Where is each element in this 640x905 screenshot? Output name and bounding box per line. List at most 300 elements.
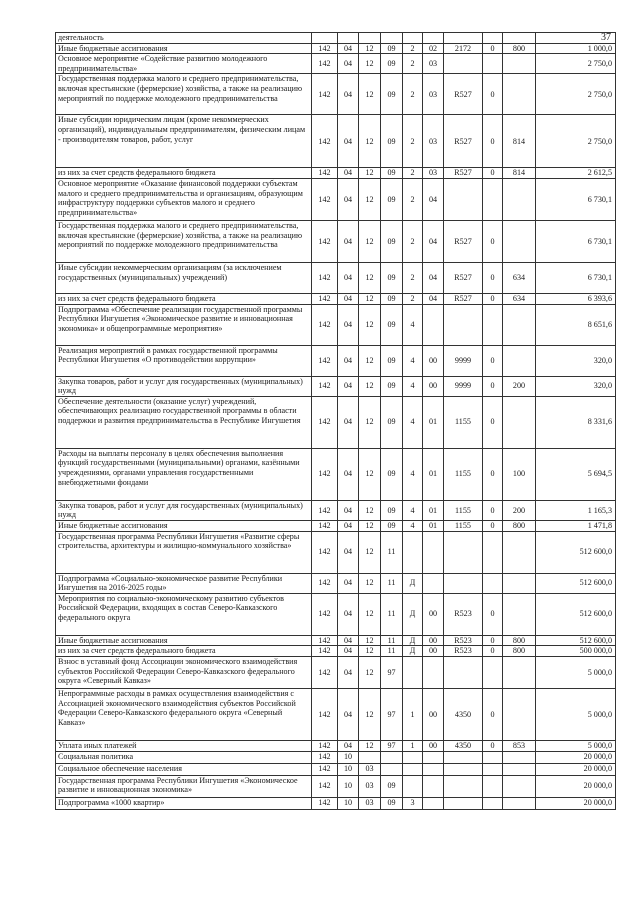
code-cs-extra: 0 [483, 43, 503, 54]
code-cs-event: 01 [423, 396, 444, 448]
code-cs-direction: R527 [444, 220, 483, 262]
code-vr: 100 [503, 448, 536, 500]
code-cs-extra [483, 178, 503, 220]
row-description: Государственная поддержка малого и среднего предпринимательства, включая крестьянские (фермерские) хозяйства, а также на реализацию мероприятий по поддержке молодежного предпринимательства [56, 220, 312, 262]
code-cs-direction: 9999 [444, 345, 483, 376]
code-rz: 04 [338, 168, 359, 179]
code-cs-extra: 0 [483, 646, 503, 657]
row-amount: 1 000,0 [536, 43, 616, 54]
code-pr: 12 [359, 220, 381, 262]
code-cs-direction: R523 [444, 593, 483, 635]
code-cs-extra [483, 54, 503, 74]
code-pr: 12 [359, 293, 381, 304]
table-row [56, 448, 616, 500]
code-cs-extra [483, 656, 503, 688]
page-number: 37 [601, 32, 611, 43]
row-amount: 8 651,6 [536, 304, 616, 345]
code-cs-event: 04 [423, 178, 444, 220]
code-cs-direction: R527 [444, 293, 483, 304]
row-description: Закупка товаров, работ и услуг для государственных (муниципальных) нужд [56, 376, 312, 396]
row-amount: 20 000,0 [536, 797, 616, 809]
code-vr [503, 797, 536, 809]
row-description: Подпрограмма «Обеспечение реализации государственной программы Республики Ингушетия «Экономическое развитие и инновационная экономика» и общепрограммные мероприятия» [56, 304, 312, 345]
code-pr: 12 [359, 500, 381, 520]
code-cs-extra: 0 [483, 740, 503, 751]
code-cs-event: 04 [423, 262, 444, 293]
code-cs-program: 09 [381, 448, 403, 500]
code-cs-event: 02 [423, 43, 444, 54]
code-vr [503, 531, 536, 573]
code-cs-subprogram: Д [403, 635, 423, 646]
code-vr [503, 54, 536, 74]
code-cs-program [381, 33, 403, 44]
code-cs-event: 03 [423, 74, 444, 115]
code-cs-event: 03 [423, 54, 444, 74]
row-description: из них за счет средств федерального бюджета [56, 168, 312, 179]
code-vr [503, 688, 536, 740]
code-cs-direction: 4350 [444, 688, 483, 740]
code-vr: 853 [503, 740, 536, 751]
row-amount: 2 750,0 [536, 54, 616, 74]
table-row [56, 763, 616, 775]
table-row [56, 751, 616, 763]
code-gr: 142 [312, 74, 338, 115]
code-cs-event: 00 [423, 688, 444, 740]
code-cs-event [423, 763, 444, 775]
table-row [56, 304, 616, 345]
row-description: Закупка товаров, работ и услуг для государственных (муниципальных) нужд [56, 500, 312, 520]
code-pr: 12 [359, 376, 381, 396]
code-pr: 12 [359, 54, 381, 74]
code-cs-extra [483, 751, 503, 763]
code-cs-direction: R527 [444, 168, 483, 179]
code-pr: 12 [359, 178, 381, 220]
code-cs-direction: 9999 [444, 376, 483, 396]
code-cs-subprogram: 2 [403, 74, 423, 115]
row-amount: 6 393,6 [536, 293, 616, 304]
code-rz: 10 [338, 797, 359, 809]
code-rz: 10 [338, 751, 359, 763]
table-row [56, 656, 616, 688]
code-cs-program: 09 [381, 500, 403, 520]
code-vr [503, 304, 536, 345]
row-amount: 1 471,8 [536, 520, 616, 531]
code-cs-subprogram: 2 [403, 262, 423, 293]
code-rz: 04 [338, 656, 359, 688]
row-description: Расходы на выплаты персоналу в целях обеспечения выполнения функций государственными (муниципальными) органами, казёнными учреждениями, органами управления государственными внебюджетными фондами [56, 448, 312, 500]
code-pr: 12 [359, 740, 381, 751]
row-description: Мероприятия по социально-экономическому развитию субъектов Российской Федерации, входящих в состав Северо-Кавказского федерального округа [56, 593, 312, 635]
code-cs-direction: 1155 [444, 396, 483, 448]
code-cs-subprogram: 2 [403, 168, 423, 179]
table-row [56, 33, 616, 44]
code-cs-extra [483, 763, 503, 775]
code-cs-subprogram: Д [403, 646, 423, 657]
code-vr: 814 [503, 168, 536, 179]
code-cs-subprogram [403, 33, 423, 44]
code-cs-extra: 0 [483, 262, 503, 293]
row-amount [536, 33, 616, 44]
code-gr: 142 [312, 262, 338, 293]
code-rz: 04 [338, 531, 359, 573]
code-cs-event: 01 [423, 520, 444, 531]
table-row [56, 635, 616, 646]
code-rz: 04 [338, 293, 359, 304]
code-gr: 142 [312, 531, 338, 573]
code-vr [503, 74, 536, 115]
row-description: Основное мероприятие «Содействие развитию молодежного предпринимательства» [56, 54, 312, 74]
code-cs-program: 09 [381, 168, 403, 179]
table-row [56, 500, 616, 520]
code-cs-subprogram: Д [403, 593, 423, 635]
code-cs-subprogram: 2 [403, 115, 423, 168]
code-gr: 142 [312, 304, 338, 345]
code-cs-event: 04 [423, 293, 444, 304]
code-cs-extra [483, 531, 503, 573]
code-cs-direction [444, 54, 483, 74]
code-cs-extra: 0 [483, 168, 503, 179]
budget-table [55, 32, 616, 810]
code-cs-program: 09 [381, 520, 403, 531]
code-cs-extra [483, 797, 503, 809]
row-amount: 6 730,1 [536, 220, 616, 262]
row-description: Социальное обеспечение населения [56, 763, 312, 775]
code-cs-direction [444, 763, 483, 775]
code-pr: 12 [359, 656, 381, 688]
code-gr: 142 [312, 740, 338, 751]
code-cs-event: 03 [423, 168, 444, 179]
code-cs-extra [483, 304, 503, 345]
code-vr: 200 [503, 500, 536, 520]
code-rz: 04 [338, 115, 359, 168]
code-rz: 04 [338, 448, 359, 500]
row-description: из них за счет средств федерального бюджета [56, 646, 312, 657]
code-cs-subprogram: 4 [403, 396, 423, 448]
code-cs-event [423, 797, 444, 809]
code-gr: 142 [312, 293, 338, 304]
code-gr: 142 [312, 573, 338, 593]
row-amount: 6 730,1 [536, 262, 616, 293]
table-row [56, 740, 616, 751]
code-cs-subprogram: 4 [403, 304, 423, 345]
row-amount: 5 694,5 [536, 448, 616, 500]
code-cs-event: 00 [423, 376, 444, 396]
code-gr: 142 [312, 43, 338, 54]
code-cs-program: 09 [381, 220, 403, 262]
code-cs-extra [483, 775, 503, 797]
code-cs-program: 11 [381, 573, 403, 593]
code-pr: 03 [359, 775, 381, 797]
code-gr: 142 [312, 635, 338, 646]
code-pr: 12 [359, 345, 381, 376]
code-cs-event [423, 656, 444, 688]
code-gr: 142 [312, 345, 338, 376]
row-description: Государственная поддержка малого и среднего предпринимательства, включая крестьянские (фермерские) хозяйства, а также на реализацию мероприятий по поддержке молодежного предпринимательства [56, 74, 312, 115]
code-cs-program: 11 [381, 531, 403, 573]
table-row [56, 646, 616, 657]
code-cs-program: 09 [381, 262, 403, 293]
row-description: Иные бюджетные ассигнования [56, 520, 312, 531]
row-description: Взнос в уставный фонд Ассоциации экономического взаимодействия субъектов Российской Федерации Северо-Кавказского федерального округа «Северный Кавказ» [56, 656, 312, 688]
row-amount: 512 600,0 [536, 531, 616, 573]
row-amount: 320,0 [536, 345, 616, 376]
code-cs-direction [444, 33, 483, 44]
code-cs-event [423, 531, 444, 573]
row-amount: 500 000,0 [536, 646, 616, 657]
code-pr: 12 [359, 74, 381, 115]
code-gr: 142 [312, 646, 338, 657]
row-amount: 8 331,6 [536, 396, 616, 448]
row-amount: 512 600,0 [536, 593, 616, 635]
code-cs-direction [444, 304, 483, 345]
code-cs-subprogram: 4 [403, 500, 423, 520]
code-pr: 12 [359, 593, 381, 635]
code-cs-extra: 0 [483, 448, 503, 500]
code-cs-extra: 0 [483, 345, 503, 376]
row-amount: 20 000,0 [536, 763, 616, 775]
code-cs-program: 09 [381, 797, 403, 809]
code-gr: 142 [312, 520, 338, 531]
row-description: Социальная политика [56, 751, 312, 763]
code-cs-direction: 1155 [444, 500, 483, 520]
code-cs-program [381, 763, 403, 775]
code-cs-event: 01 [423, 448, 444, 500]
code-cs-subprogram: Д [403, 573, 423, 593]
table-row [56, 593, 616, 635]
code-gr: 142 [312, 797, 338, 809]
code-rz: 04 [338, 688, 359, 740]
code-cs-event [423, 33, 444, 44]
code-rz: 04 [338, 646, 359, 657]
code-cs-extra: 0 [483, 220, 503, 262]
row-amount: 2 612,5 [536, 168, 616, 179]
code-gr: 142 [312, 751, 338, 763]
row-amount: 320,0 [536, 376, 616, 396]
code-cs-program: 09 [381, 376, 403, 396]
code-vr: 800 [503, 520, 536, 531]
code-cs-program: 09 [381, 345, 403, 376]
table-row [56, 43, 616, 54]
code-cs-subprogram [403, 656, 423, 688]
code-cs-subprogram [403, 531, 423, 573]
code-cs-program: 09 [381, 115, 403, 168]
code-cs-event [423, 751, 444, 763]
code-cs-event: 03 [423, 115, 444, 168]
code-cs-direction [444, 797, 483, 809]
code-cs-subprogram [403, 751, 423, 763]
code-rz: 04 [338, 178, 359, 220]
code-cs-subprogram [403, 775, 423, 797]
code-cs-subprogram [403, 763, 423, 775]
row-amount: 6 730,1 [536, 178, 616, 220]
row-amount: 20 000,0 [536, 775, 616, 797]
code-pr: 12 [359, 168, 381, 179]
code-vr: 800 [503, 43, 536, 54]
code-pr: 12 [359, 531, 381, 573]
table-row [56, 293, 616, 304]
code-cs-extra: 0 [483, 500, 503, 520]
code-cs-extra: 0 [483, 593, 503, 635]
code-gr: 142 [312, 115, 338, 168]
code-cs-program: 11 [381, 593, 403, 635]
code-gr: 142 [312, 396, 338, 448]
row-description: деятельность [56, 33, 312, 44]
code-vr: 800 [503, 635, 536, 646]
code-gr: 142 [312, 448, 338, 500]
code-cs-program [381, 751, 403, 763]
code-cs-event [423, 573, 444, 593]
code-cs-direction [444, 751, 483, 763]
code-vr: 200 [503, 376, 536, 396]
code-cs-subprogram: 2 [403, 43, 423, 54]
code-vr [503, 345, 536, 376]
code-cs-direction: R527 [444, 115, 483, 168]
code-cs-event [423, 304, 444, 345]
code-cs-subprogram: 4 [403, 376, 423, 396]
code-gr: 142 [312, 376, 338, 396]
code-cs-direction [444, 656, 483, 688]
code-vr [503, 775, 536, 797]
table-row [56, 520, 616, 531]
code-vr: 814 [503, 115, 536, 168]
code-cs-subprogram: 2 [403, 293, 423, 304]
row-description: Иные бюджетные ассигнования [56, 635, 312, 646]
code-cs-program: 09 [381, 54, 403, 74]
code-pr [359, 33, 381, 44]
row-amount: 20 000,0 [536, 751, 616, 763]
code-rz: 04 [338, 376, 359, 396]
table-row [56, 531, 616, 573]
code-gr: 142 [312, 168, 338, 179]
code-vr [503, 593, 536, 635]
row-description: Иные субсидии юридическим лицам (кроме некоммерческих организаций), индивидуальным предпринимателям, физическим лицам - производителям товаров, работ, услуг [56, 115, 312, 168]
code-cs-subprogram: 4 [403, 448, 423, 500]
code-gr: 142 [312, 54, 338, 74]
row-description: Реализация мероприятий в рамках государственной программы Республики Ингушетия «О противодействии коррупции» [56, 345, 312, 376]
code-pr: 12 [359, 448, 381, 500]
code-gr [312, 33, 338, 44]
code-rz: 04 [338, 74, 359, 115]
row-amount: 1 165,3 [536, 500, 616, 520]
code-cs-event [423, 775, 444, 797]
code-cs-extra: 0 [483, 376, 503, 396]
code-vr [503, 33, 536, 44]
code-rz: 04 [338, 262, 359, 293]
code-cs-direction: R527 [444, 262, 483, 293]
code-gr: 142 [312, 763, 338, 775]
code-rz: 04 [338, 740, 359, 751]
row-description: Государственная программа Республики Ингушетия «Экономическое развитие и инновационная экономика» [56, 775, 312, 797]
code-cs-event: 00 [423, 593, 444, 635]
code-cs-direction: R523 [444, 646, 483, 657]
code-vr [503, 763, 536, 775]
code-cs-extra: 0 [483, 396, 503, 448]
row-description: Государственная программа Республики Ингушетия «Развитие сферы строительства, архитектуры и жилищно-коммунального хозяйства» [56, 531, 312, 573]
code-rz: 04 [338, 54, 359, 74]
code-gr: 142 [312, 500, 338, 520]
code-cs-extra: 0 [483, 74, 503, 115]
code-gr: 142 [312, 220, 338, 262]
code-pr: 12 [359, 304, 381, 345]
table-row [56, 168, 616, 179]
row-description: Уплата иных платежей [56, 740, 312, 751]
code-rz [338, 33, 359, 44]
code-cs-event: 04 [423, 220, 444, 262]
code-rz: 04 [338, 593, 359, 635]
code-rz: 04 [338, 304, 359, 345]
code-cs-direction [444, 573, 483, 593]
row-description: Подпрограмма «1000 квартир» [56, 797, 312, 809]
code-cs-subprogram: 2 [403, 178, 423, 220]
code-cs-event: 01 [423, 500, 444, 520]
code-cs-direction: 4350 [444, 740, 483, 751]
code-vr [503, 178, 536, 220]
code-cs-program: 09 [381, 396, 403, 448]
row-amount: 2 750,0 [536, 115, 616, 168]
code-cs-program: 97 [381, 688, 403, 740]
code-cs-program: 97 [381, 740, 403, 751]
code-cs-extra: 0 [483, 688, 503, 740]
row-amount: 2 750,0 [536, 74, 616, 115]
code-vr [503, 656, 536, 688]
table-row [56, 688, 616, 740]
code-cs-extra [483, 573, 503, 593]
table-row [56, 115, 616, 168]
code-cs-direction [444, 531, 483, 573]
code-pr: 12 [359, 635, 381, 646]
code-cs-subprogram: 1 [403, 740, 423, 751]
row-description: Иные субсидии некоммерческим организациям (за исключением государственных (муниципальных) учреждений) [56, 262, 312, 293]
code-cs-program: 11 [381, 635, 403, 646]
code-cs-subprogram: 1 [403, 688, 423, 740]
code-cs-program: 09 [381, 74, 403, 115]
code-cs-event: 00 [423, 740, 444, 751]
table-body [56, 33, 616, 810]
code-vr [503, 573, 536, 593]
code-rz: 04 [338, 500, 359, 520]
code-cs-extra: 0 [483, 293, 503, 304]
code-cs-direction: 1155 [444, 448, 483, 500]
table-row [56, 797, 616, 809]
row-description: Подпрограмма «Социально-экономическое развитие Республики Ингушетия на 2016-2025 годы» [56, 573, 312, 593]
code-cs-event: 00 [423, 345, 444, 376]
code-cs-subprogram: 4 [403, 520, 423, 531]
code-cs-subprogram: 4 [403, 345, 423, 376]
code-rz: 10 [338, 775, 359, 797]
code-cs-direction: R527 [444, 74, 483, 115]
table-row [56, 54, 616, 74]
code-cs-event: 00 [423, 646, 444, 657]
code-pr: 12 [359, 396, 381, 448]
code-pr: 12 [359, 43, 381, 54]
code-cs-program: 09 [381, 293, 403, 304]
code-pr: 12 [359, 573, 381, 593]
code-cs-subprogram: 2 [403, 220, 423, 262]
code-cs-event: 00 [423, 635, 444, 646]
code-cs-extra [483, 33, 503, 44]
table-row [56, 345, 616, 376]
row-description: Непрограммные расходы в рамках осуществления взаимодействия с Ассоциацией экономического взаимодействия субъектов Российской Федерации Северо-Кавказского федерального округа «Северный Кавказ» [56, 688, 312, 740]
code-rz: 04 [338, 635, 359, 646]
code-pr: 12 [359, 262, 381, 293]
code-pr: 12 [359, 115, 381, 168]
code-cs-subprogram: 2 [403, 54, 423, 74]
row-amount: 5 000,0 [536, 740, 616, 751]
code-cs-program: 97 [381, 656, 403, 688]
code-pr: 12 [359, 688, 381, 740]
code-cs-extra: 0 [483, 635, 503, 646]
code-pr: 03 [359, 797, 381, 809]
